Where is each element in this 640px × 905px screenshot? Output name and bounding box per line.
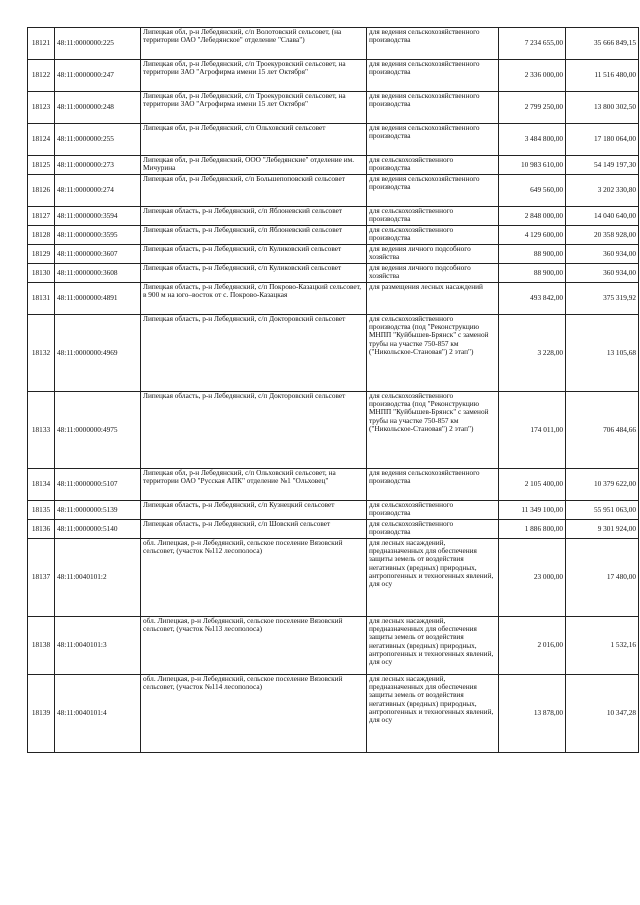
row-number: 18129 [28, 245, 55, 264]
cadastral-value: 54 149 197,30 [566, 156, 639, 175]
location: Липецкая область, р-н Лебедянский, с/п Яблоневский сельсовет [141, 226, 367, 245]
permitted-use: для ведения сельскохозяйственного производства [367, 175, 499, 207]
cadastral-number: 48:11:0000000:5140 [55, 520, 141, 539]
row-number: 18137 [28, 539, 55, 617]
cadastral-number: 48:11:0000000:3607 [55, 245, 141, 264]
table-row [28, 245, 639, 264]
location: обл. Липецкая, р-н Лебедянский, сельское поселение Вязовский сельсовет, (участок №114 лесополоса) [141, 675, 367, 753]
area-value: 2 016,00 [499, 617, 566, 675]
table-row [28, 60, 639, 92]
cadastral-number: 48:11:0000000:248 [55, 92, 141, 124]
area-value: 2 848 000,00 [499, 207, 566, 226]
area-value: 2 799 250,00 [499, 92, 566, 124]
cadastral-value: 13 800 302,50 [566, 92, 639, 124]
area-value: 2 336 000,00 [499, 60, 566, 92]
table-row [28, 617, 639, 675]
cadastral-number: 48:11:0040101:3 [55, 617, 141, 675]
area-value: 23 000,00 [499, 539, 566, 617]
permitted-use: для ведения личного подсобного хозяйства [367, 245, 499, 264]
table-row [28, 92, 639, 124]
cadastral-number: 48:11:0000000:4975 [55, 392, 141, 469]
location: Липецкая область, р-н Лебедянский, с/п Шовский сельсовет [141, 520, 367, 539]
location: Липецкая область, р-н Лебедянский, с/п Кузнецкий сельсовет [141, 501, 367, 520]
permitted-use: для лесных насаждений, предназначенных для обеспечения защиты земель от воздействия негативных (вредных) природных, антропогенных и техногенных явлений, для осу [367, 617, 499, 675]
cadastral-value: 10 379 622,00 [566, 469, 639, 501]
cadastral-value: 9 301 924,00 [566, 520, 639, 539]
area-value: 1 886 800,00 [499, 520, 566, 539]
row-number: 18134 [28, 469, 55, 501]
area-value: 174 011,00 [499, 392, 566, 469]
cadastral-number: 48:11:0000000:255 [55, 124, 141, 156]
cadastral-value: 55 951 063,00 [566, 501, 639, 520]
permitted-use: для размещения лесных насаждений [367, 283, 499, 315]
row-number: 18124 [28, 124, 55, 156]
row-number: 18123 [28, 92, 55, 124]
location: Липецкая обл, р-н Лебедянский, с/п Троекуровский сельсовет, на территории ЗАО "Агрофирма имени 15 лет Октября" [141, 60, 367, 92]
row-number: 18130 [28, 264, 55, 283]
row-number: 18121 [28, 28, 55, 60]
table-row [28, 156, 639, 175]
cadastral-number: 48:11:0040101:4 [55, 675, 141, 753]
area-value: 649 560,00 [499, 175, 566, 207]
area-value: 7 234 655,00 [499, 28, 566, 60]
table-row [28, 283, 639, 315]
table-row [28, 392, 639, 469]
cadastral-number: 48:11:0000000:3594 [55, 207, 141, 226]
row-number: 18122 [28, 60, 55, 92]
area-value: 88 900,00 [499, 264, 566, 283]
cadastral-number: 48:11:0000000:247 [55, 60, 141, 92]
cadastral-number: 48:11:0000000:3595 [55, 226, 141, 245]
location: Липецкая обл, р-н Лебедянский, с/п Волотовский сельсовет, (на территории ОАО "Лебедянское" отделение "Слава") [141, 28, 367, 60]
cadastral-value: 11 516 480,00 [566, 60, 639, 92]
table-row [28, 264, 639, 283]
land-registry-table [27, 27, 639, 753]
cadastral-value: 360 934,00 [566, 264, 639, 283]
area-value: 10 983 610,00 [499, 156, 566, 175]
cadastral-number: 48:11:0000000:5107 [55, 469, 141, 501]
table-row [28, 175, 639, 207]
cadastral-value: 17 480,00 [566, 539, 639, 617]
permitted-use: для сельскохозяйственного производства (под "Реконструкцию МНПП "Куйбышев-Брянск" с заменой трубы на участке 750-857 км ("Никольское-Становая") 2 этап") [367, 392, 499, 469]
area-value: 2 105 400,00 [499, 469, 566, 501]
permitted-use: для сельскохозяйственного производства (под "Реконструкцию МНПП "Куйбышев-Брянск" с заменой трубы на участке 750-857 км ("Никольское-Становая") 2 этап") [367, 315, 499, 392]
location: Липецкая обл, р-н Лебедянский, с/п Ольховский сельсовет, на территории ОАО "Русская АПК" отделение №1 "Ольховец" [141, 469, 367, 501]
table-row [28, 28, 639, 60]
cadastral-value: 1 532,16 [566, 617, 639, 675]
permitted-use: для ведения сельскохозяйственного производства [367, 124, 499, 156]
location: Липецкая обл, р-н Лебедянский, ООО "Лебедянские" отделение им. Мичурина [141, 156, 367, 175]
location: Липецкая обл, р-н Лебедянский, с/п Ольховский сельсовет [141, 124, 367, 156]
row-number: 18133 [28, 392, 55, 469]
permitted-use: для ведения сельскохозяйственного производства [367, 28, 499, 60]
row-number: 18127 [28, 207, 55, 226]
cadastral-value: 10 347,28 [566, 675, 639, 753]
cadastral-number: 48:11:0000000:274 [55, 175, 141, 207]
permitted-use: для ведения сельскохозяйственного производства [367, 469, 499, 501]
table-row [28, 520, 639, 539]
cadastral-value: 17 180 064,00 [566, 124, 639, 156]
area-value: 4 129 600,00 [499, 226, 566, 245]
area-value: 493 842,00 [499, 283, 566, 315]
cadastral-number: 48:11:0000000:3608 [55, 264, 141, 283]
cadastral-number: 48:11:0000000:225 [55, 28, 141, 60]
row-number: 18139 [28, 675, 55, 753]
permitted-use: для лесных насаждений, предназначенных для обеспечения защиты земель от воздействия негативных (вредных) природных, антропогенных и техногенных явлений, для осу [367, 539, 499, 617]
location: Липецкая область, р-н Лебедянский, с/п Куликовский сельсовет [141, 264, 367, 283]
location: Липецкая область, р-н Лебедянский, с/п Докторовский сельсовет [141, 392, 367, 469]
row-number: 18128 [28, 226, 55, 245]
cadastral-value: 13 105,68 [566, 315, 639, 392]
location: Липецкая область, р-н Лебедянский, с/п Яблоневский сельсовет [141, 207, 367, 226]
location: Липецкая область, р-н Лебедянский, с/п Куликовский сельсовет [141, 245, 367, 264]
table-row [28, 539, 639, 617]
area-value: 11 349 100,00 [499, 501, 566, 520]
permitted-use: для лесных насаждений, предназначенных для обеспечения защиты земель от воздействия негативных (вредных) природных, антропогенных и техногенных явлений, для осу [367, 675, 499, 753]
row-number: 18135 [28, 501, 55, 520]
location: обл. Липецкая, р-н Лебедянский, сельское поселение Вязовский сельсовет, (участок №113 лесополоса) [141, 617, 367, 675]
cadastral-value: 14 040 640,00 [566, 207, 639, 226]
permitted-use: для сельскохозяйственного производства [367, 501, 499, 520]
cadastral-value: 3 202 330,80 [566, 175, 639, 207]
location: Липецкая обл, р-н Лебедянский, с/п Троекуровский сельсовет, на территории ЗАО "Агрофирма имени 15 лет Октября" [141, 92, 367, 124]
permitted-use: для сельскохозяйственного производства [367, 226, 499, 245]
cadastral-number: 48:11:0000000:273 [55, 156, 141, 175]
cadastral-value: 20 358 928,00 [566, 226, 639, 245]
cadastral-value: 706 484,66 [566, 392, 639, 469]
cadastral-number: 48:11:0000000:5139 [55, 501, 141, 520]
area-value: 13 878,00 [499, 675, 566, 753]
area-value: 3 484 800,00 [499, 124, 566, 156]
table-body [28, 28, 639, 753]
location: обл. Липецкая, р-н Лебедянский, сельское поселение Вязовский сельсовет, (участок №112 лесополоса) [141, 539, 367, 617]
table-row [28, 207, 639, 226]
area-value: 88 900,00 [499, 245, 566, 264]
row-number: 18132 [28, 315, 55, 392]
location: Липецкая область, р-н Лебедянский, с/п Докторовский сельсовет [141, 315, 367, 392]
table-row [28, 226, 639, 245]
cadastral-value: 375 319,92 [566, 283, 639, 315]
row-number: 18126 [28, 175, 55, 207]
cadastral-number: 48:11:0040101:2 [55, 539, 141, 617]
location: Липецкая обл, р-н Лебедянский, с/п Большепоповский сельсовет [141, 175, 367, 207]
cadastral-value: 35 666 849,15 [566, 28, 639, 60]
cadastral-number: 48:11:0000000:4891 [55, 283, 141, 315]
permitted-use: для ведения сельскохозяйственного производства [367, 92, 499, 124]
area-value: 3 228,00 [499, 315, 566, 392]
table-row [28, 124, 639, 156]
row-number: 18136 [28, 520, 55, 539]
table-row [28, 315, 639, 392]
table-row [28, 675, 639, 753]
cadastral-number: 48:11:0000000:4969 [55, 315, 141, 392]
permitted-use: для ведения личного подсобного хозяйства [367, 264, 499, 283]
row-number: 18138 [28, 617, 55, 675]
permitted-use: для ведения сельскохозяйственного производства [367, 60, 499, 92]
row-number: 18131 [28, 283, 55, 315]
table-row [28, 469, 639, 501]
cadastral-value: 360 934,00 [566, 245, 639, 264]
table-row [28, 501, 639, 520]
permitted-use: для сельскохозяйственного производства [367, 207, 499, 226]
permitted-use: для сельскохозяйственного производства [367, 156, 499, 175]
permitted-use: для сельскохозяйственного производства [367, 520, 499, 539]
row-number: 18125 [28, 156, 55, 175]
location: Липецкая область, р-н Лебедянский, с/п Покрово-Казацкий сельсовет, в 900 м на юго–восток от с. Покрово-Казацкая [141, 283, 367, 315]
